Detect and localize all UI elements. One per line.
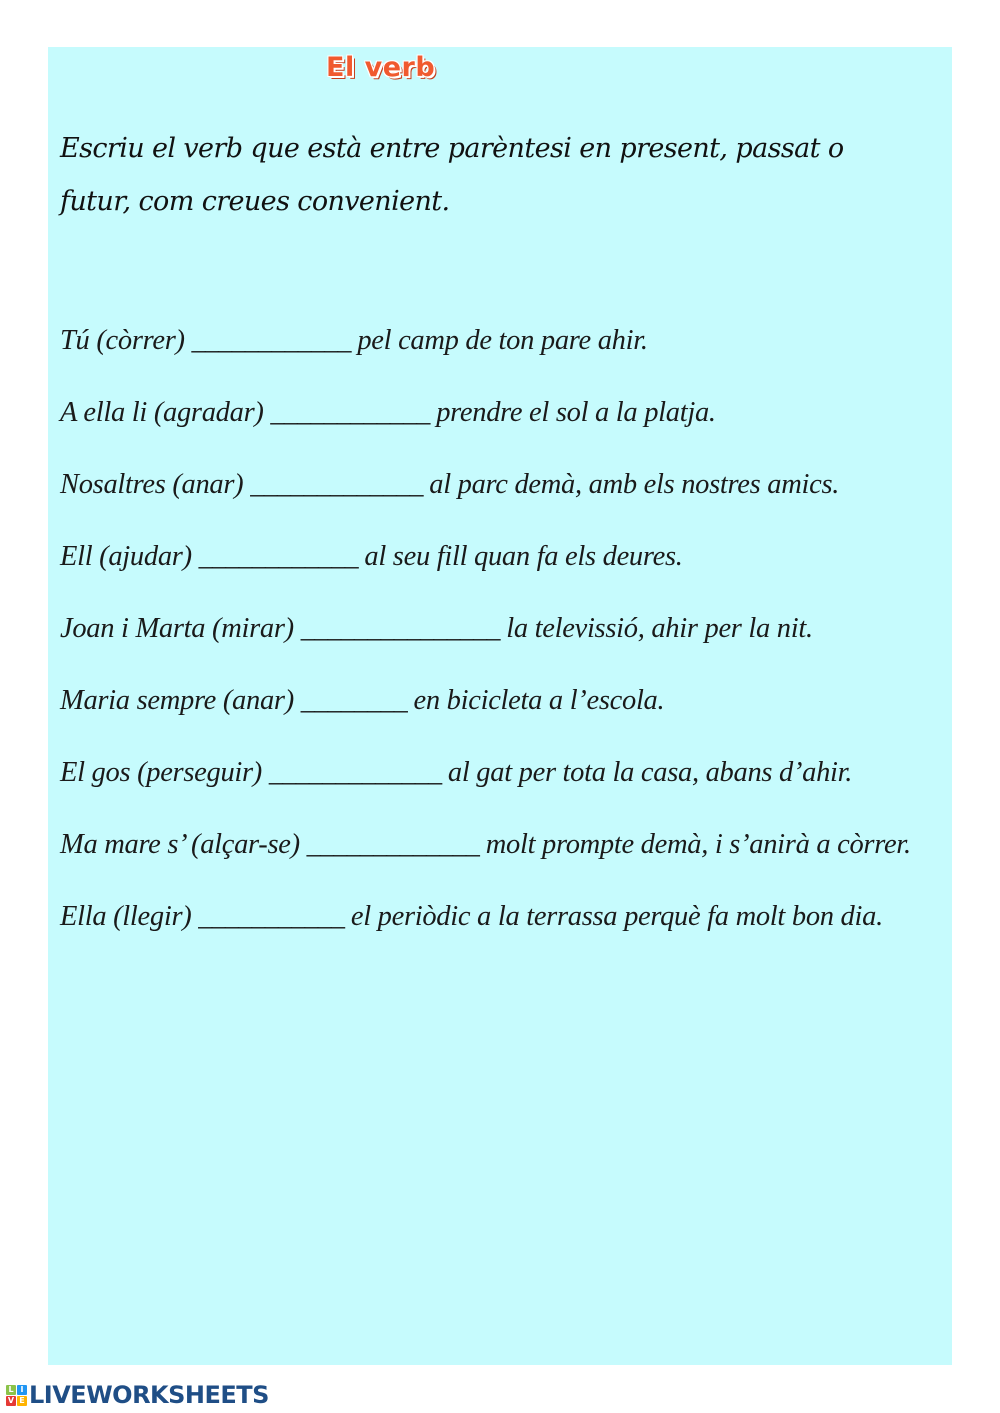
sentence-6 — [60, 665, 940, 737]
sentence-suffix: molt prompte demà, i s’anirà a còrrer. — [478, 829, 911, 860]
sentence-suffix: en bicicleta a l’escola. — [406, 685, 665, 716]
sentence-1 — [60, 305, 940, 377]
worksheet-title: El verb — [326, 52, 436, 83]
sentence-list — [60, 305, 940, 953]
answer-blank[interactable]: ____________ — [270, 397, 430, 428]
logo-block-e: E — [17, 1396, 27, 1406]
sentence-suffix: prendre el sol a la platja. — [429, 397, 716, 428]
sentence-prefix: Maria sempre (anar) — [60, 685, 301, 716]
live-blocks-icon — [6, 1385, 27, 1406]
answer-blank[interactable]: _______________ — [300, 613, 500, 644]
sentence-suffix: al parc demà, amb els nostres amics. — [422, 469, 840, 500]
sentence-prefix: Nosaltres (anar) — [60, 469, 251, 500]
sentence-prefix: Ell (ajudar) — [60, 541, 199, 572]
answer-blank[interactable]: ____________ — [198, 541, 358, 572]
sentence-suffix: pel camp de ton pare ahir. — [350, 325, 648, 356]
logo-block-i: I — [17, 1385, 27, 1395]
sentence-prefix: A ella li (agradar) — [60, 397, 271, 428]
answer-blank[interactable]: _____________ — [250, 469, 423, 500]
sentence-prefix: Tú (còrrer) — [60, 325, 192, 356]
sentence-suffix: el periòdic a la terrassa perquè fa molt bon dia. — [344, 901, 883, 932]
sentence-7 — [60, 737, 940, 809]
sentence-suffix: al seu fill quan fa els deures. — [357, 541, 683, 572]
sentence-suffix: al gat per tota la casa, abans d’ahir. — [441, 757, 853, 788]
sentence-5 — [60, 593, 940, 665]
instructions-text: Escriu el verb que està entre parèntesi en present, passat o futur, com creues convenient. — [60, 133, 844, 217]
sentence-prefix: Joan i Marta (mirar) — [60, 613, 301, 644]
answer-blank[interactable]: _____________ — [306, 829, 479, 860]
sentence-suffix: la televissió, ahir per la nit. — [499, 613, 813, 644]
sentence-prefix: El gos (perseguir) — [60, 757, 269, 788]
sentence-2 — [60, 377, 940, 449]
answer-blank[interactable]: ___________ — [198, 901, 345, 932]
sentence-9 — [60, 881, 940, 953]
answer-blank[interactable]: _____________ — [268, 757, 442, 788]
sentence-prefix: Ma mare s’ (alçar-se) — [60, 829, 307, 860]
liveworksheets-logo[interactable] — [6, 1381, 269, 1409]
answer-blank[interactable]: ________ — [300, 685, 407, 716]
logo-block-l: L — [6, 1385, 16, 1395]
sentence-3 — [60, 449, 940, 521]
logo-block-v: V — [7, 1395, 15, 1405]
answer-blank[interactable]: ____________ — [191, 325, 351, 356]
logo-text: LIVEWORKSHEETS — [29, 1381, 269, 1409]
sentence-prefix: Ella (llegir) — [60, 901, 199, 932]
sentence-8 — [60, 809, 940, 881]
sentence-4 — [60, 521, 940, 593]
